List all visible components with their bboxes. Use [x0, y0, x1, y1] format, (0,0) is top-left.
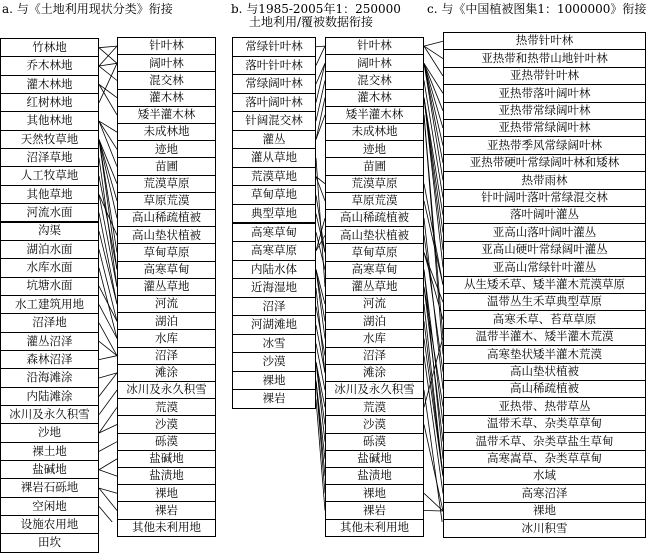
box-col-a-land-use-20: 冰川及永久积雪 [0, 405, 99, 424]
connector-b-7 [316, 158, 325, 287]
box-col-a-land-use-15: 沼泽地 [0, 313, 99, 332]
connector-a-35 [99, 459, 117, 470]
box-col-a-land-use-17: 森林沼泽 [0, 350, 99, 369]
connector-a-13 [99, 139, 117, 218]
connector-c-30 [424, 390, 443, 522]
box-col-c-classes-26: 裸地 [325, 484, 424, 502]
box-col-a-classes-23: 砾漠 [117, 433, 216, 451]
connector-c-17 [424, 201, 443, 285]
box-col-c-classes-0: 针叶林 [325, 37, 424, 55]
connector-b-9 [316, 177, 325, 201]
box-col-c-vegetation-8: 热带雨林 [443, 171, 646, 189]
box-col-a-land-use-23: 盐碱地 [0, 460, 99, 479]
box-col-b-lucc-18: 裸地 [232, 371, 316, 391]
box-col-a-land-use-24: 裸岩石砾地 [0, 478, 99, 497]
connector-a-38 [99, 488, 117, 510]
box-col-c-vegetation-23: 温带禾草、杂类草盐生草甸 [443, 432, 646, 450]
connector-b-22 [316, 362, 325, 407]
box-col-b-lucc-4: 针阔混交林 [232, 111, 316, 131]
connector-b-10 [316, 195, 325, 252]
box-col-c-vegetation-25: 水域 [443, 467, 646, 485]
box-col-a-classes-18: 沼泽 [117, 347, 216, 365]
box-col-a-land-use-8: 其他草地 [0, 185, 99, 204]
box-col-c-classes-25: 盐渍地 [325, 467, 424, 485]
connector-b-8 [316, 177, 325, 184]
connector-c-14 [424, 115, 443, 337]
connector-a-10 [99, 121, 117, 166]
connector-a-27 [99, 341, 117, 355]
box-col-b-lucc-17: 沙漠 [232, 352, 316, 372]
box-col-a-land-use-7: 人工牧草地 [0, 166, 99, 185]
connector-c-18 [424, 218, 443, 389]
connector-c-21 [424, 253, 443, 320]
connector-a-21 [99, 231, 117, 304]
connector-a-32 [99, 407, 117, 433]
box-col-b-lucc-13: 近海湿地 [232, 278, 316, 298]
box-col-b-lucc-8: 草甸草地 [232, 185, 316, 205]
box-col-c-vegetation-10: 落叶阔叶灌丛 [443, 206, 646, 224]
connector-b-19 [316, 306, 325, 355]
box-col-c-classes-2: 混交林 [325, 71, 424, 89]
box-col-c-vegetation-13: 亚高山常绿针叶灌丛 [443, 258, 646, 276]
box-col-a-classes-0: 针叶林 [117, 37, 216, 55]
connector-c-25 [424, 287, 443, 442]
connector-a-17 [99, 176, 117, 270]
connector-a-6 [99, 84, 117, 115]
connector-a-9 [99, 121, 117, 149]
box-col-b-lucc-6: 灌从草地 [232, 148, 316, 168]
connector-a-36 [99, 470, 117, 476]
connector-b-11 [316, 214, 325, 253]
connector-a-28 [99, 356, 117, 360]
box-col-c-vegetation-9: 针叶阔叶落叶常绿混交林 [443, 189, 646, 207]
box-col-a-classes-2: 混交林 [117, 71, 216, 89]
box-col-c-vegetation-5: 亚热带常绿阔叶林 [443, 119, 646, 137]
connector-c-7 [424, 63, 443, 163]
box-col-a-classes-19: 滩涂 [117, 364, 216, 382]
connector-b-15 [316, 269, 325, 304]
box-col-c-classes-21: 荒漠 [325, 398, 424, 416]
title-c: c. 与《中国植被图集1：1000000》衔接 [427, 2, 647, 16]
connector-c-20 [424, 253, 443, 303]
connector-c-15 [424, 115, 443, 355]
connector-b-21 [316, 344, 325, 391]
connector-a-2 [99, 46, 117, 66]
box-col-c-classes-8: 荒漠草原 [325, 175, 424, 193]
connector-a-31 [99, 390, 117, 415]
title-b-line2: 土地利用/覆被数据衔接 [249, 15, 374, 29]
box-col-a-classes-12: 草甸草原 [117, 243, 216, 261]
box-col-c-classes-1: 阔叶林 [325, 54, 424, 72]
box-col-a-land-use-12: 水库水面 [0, 258, 99, 277]
box-col-b-lucc-15: 河湖滩地 [232, 315, 316, 335]
box-col-c-vegetation-16: 高寒禾草、苔草草原 [443, 310, 646, 328]
connector-a-4 [99, 66, 117, 80]
connector-a-34 [99, 442, 117, 452]
box-col-a-classes-3: 灌木林 [117, 89, 216, 107]
box-col-a-land-use-18: 沿海滩涂 [0, 368, 99, 387]
connector-a-3 [99, 63, 117, 66]
box-col-b-lucc-10: 高寒草甸 [232, 223, 316, 243]
connector-c-11 [424, 98, 443, 233]
connector-c-16 [424, 184, 443, 285]
connector-a-29 [99, 373, 117, 378]
connector-b-2 [316, 63, 325, 84]
box-col-b-lucc-9: 典型草地 [232, 204, 316, 224]
box-col-a-classes-8: 荒漠草原 [117, 175, 216, 193]
box-col-a-classes-28: 其他未利用地 [117, 519, 216, 537]
box-col-a-land-use-4: 其他林地 [0, 111, 99, 130]
box-col-a-classes-13: 高寒草甸 [117, 261, 216, 279]
connector-a-20 [99, 213, 117, 304]
box-col-a-classes-26: 裸地 [117, 484, 216, 502]
connector-c-26 [424, 304, 443, 476]
connector-b-12 [316, 232, 325, 269]
connector-c-31 [424, 337, 443, 407]
box-col-a-classes-9: 草原荒漠 [117, 192, 216, 210]
connector-a-5 [99, 84, 117, 97]
box-col-c-classes-3: 灌木林 [325, 89, 424, 107]
connector-a-39 [99, 506, 117, 522]
box-col-b-lucc-11: 高寒草原 [232, 241, 316, 261]
connector-c-3 [424, 63, 443, 93]
box-col-c-classes-18: 沼泽 [325, 347, 424, 365]
connector-a-0 [99, 46, 117, 48]
connector-c-0 [424, 41, 443, 46]
box-col-a-classes-25: 盐渍地 [117, 467, 216, 485]
box-col-a-land-use-9: 河流水面 [0, 203, 99, 222]
box-col-c-vegetation-4: 亚热带常绿阔叶林 [443, 102, 646, 120]
box-col-c-vegetation-18: 高寒垫状矮半灌木荒漠 [443, 345, 646, 363]
connector-c-12 [424, 98, 443, 250]
connector-c-1 [424, 46, 443, 59]
box-col-c-classes-16: 湖泊 [325, 312, 424, 330]
connector-a-14 [99, 139, 117, 252]
connector-a-24 [99, 286, 117, 321]
box-col-a-land-use-2: 灌木林地 [0, 75, 99, 94]
box-col-c-classes-4: 矮半灌木林 [325, 106, 424, 124]
connector-a-19 [99, 194, 117, 286]
box-col-a-classes-17: 水库 [117, 329, 216, 347]
box-col-c-classes-13: 高寒草甸 [325, 261, 424, 279]
connector-a-22 [99, 250, 117, 322]
box-col-a-classes-5: 未成林地 [117, 123, 216, 141]
box-col-a-land-use-3: 红树林地 [0, 93, 99, 112]
box-col-c-vegetation-22: 温带禾草、杂类草草甸 [443, 415, 646, 433]
connector-c-29 [424, 356, 443, 494]
connector-c-2 [424, 46, 443, 76]
connector-b-0 [316, 46, 325, 47]
connector-a-30 [99, 373, 117, 396]
box-col-c-classes-20: 冰川及永久积雪 [325, 381, 424, 399]
connector-b-5 [316, 98, 325, 140]
box-col-a-classes-7: 苗圃 [117, 157, 216, 175]
box-col-b-lucc-19: 裸岩 [232, 389, 316, 409]
box-col-c-vegetation-11: 亚高山落叶阔叶灌丛 [443, 223, 646, 241]
connector-c-27 [424, 321, 443, 476]
connector-a-8 [99, 121, 117, 132]
box-col-c-vegetation-17: 温带半灌木、矮半灌木荒漠 [443, 328, 646, 346]
connector-a-7 [99, 63, 117, 102]
box-col-a-land-use-10: 沟渠 [0, 222, 99, 241]
box-col-a-land-use-5: 天然牧草地 [0, 130, 99, 149]
box-col-a-land-use-22: 裸土地 [0, 442, 99, 461]
connector-a-12 [99, 139, 117, 200]
box-col-c-vegetation-2: 亚热带针叶林 [443, 67, 646, 85]
box-col-a-classes-15: 河流 [117, 295, 216, 313]
box-col-a-classes-16: 湖泊 [117, 312, 216, 330]
connector-b-3 [316, 63, 325, 102]
box-col-a-land-use-19: 内陆滩涂 [0, 387, 99, 406]
connector-a-23 [99, 268, 117, 339]
box-col-a-land-use-21: 沙地 [0, 423, 99, 442]
connector-a-37 [99, 488, 117, 493]
connector-c-32 [424, 425, 443, 512]
connector-c-8 [424, 63, 443, 180]
connector-b-13 [316, 218, 325, 251]
box-col-c-vegetation-7: 亚热带硬叶常绿阔叶林和矮林 [443, 154, 646, 172]
box-col-c-classes-14: 灌丛草地 [325, 278, 424, 296]
box-col-b-lucc-0: 常绿针叶林 [232, 37, 316, 57]
box-col-c-vegetation-21: 亚热带、热带草丛 [443, 397, 646, 415]
box-col-c-vegetation-27: 裸地 [443, 502, 646, 520]
box-col-c-classes-10: 高山稀疏植被 [325, 209, 424, 227]
box-col-b-lucc-2: 常绿阔叶林 [232, 74, 316, 94]
box-col-a-classes-27: 裸岩 [117, 501, 216, 519]
connector-a-15 [99, 139, 117, 269]
connector-c-5 [424, 63, 443, 128]
connector-c-9 [424, 81, 443, 198]
box-col-a-classes-4: 矮半灌木林 [117, 106, 216, 124]
box-col-c-vegetation-3: 亚热带落叶阔叶林 [443, 84, 646, 102]
box-col-c-vegetation-26: 高寒沼泽 [443, 484, 646, 502]
connector-a-18 [99, 194, 117, 235]
box-col-c-classes-9: 草原荒漠 [325, 192, 424, 210]
connector-c-34 [424, 511, 443, 512]
box-col-b-lucc-5: 灌丛 [232, 130, 316, 150]
box-col-b-lucc-12: 内陆水体 [232, 260, 316, 280]
connector-a-1 [99, 48, 117, 64]
box-col-c-classes-28: 其他未利用地 [325, 519, 424, 537]
box-col-c-vegetation-12: 亚高山硬叶常绿阔叶灌丛 [443, 241, 646, 259]
box-col-a-land-use-26: 设施农用地 [0, 515, 99, 534]
connector-c-28 [424, 339, 443, 477]
box-col-c-classes-23: 砾漠 [325, 433, 424, 451]
box-col-a-land-use-27: 田坎 [0, 533, 99, 552]
connector-b-24 [316, 362, 325, 442]
box-col-a-classes-21: 荒漠 [117, 398, 216, 416]
box-col-a-land-use-0: 竹林地 [0, 38, 99, 57]
connector-a-16 [99, 158, 117, 287]
connector-b-17 [316, 269, 325, 338]
box-col-a-classes-6: 迹地 [117, 140, 216, 158]
connector-b-25 [316, 381, 325, 459]
box-col-b-lucc-1: 落叶针叶林 [232, 56, 316, 76]
connector-b-28 [316, 399, 325, 510]
title-b-line1: b. 与1985-2005年1：250000 [231, 2, 401, 16]
box-col-a-classes-11: 高山垫状植被 [117, 226, 216, 244]
box-col-a-land-use-14: 水工建筑用地 [0, 295, 99, 314]
connector-b-6 [316, 115, 325, 140]
box-col-a-land-use-25: 空闲地 [0, 497, 99, 516]
box-col-c-vegetation-15: 温带丛生禾草典型草原 [443, 293, 646, 311]
box-col-c-classes-19: 滩涂 [325, 364, 424, 382]
connector-c-23 [424, 270, 443, 459]
connector-c-6 [424, 63, 443, 145]
box-col-c-classes-15: 河流 [325, 295, 424, 313]
box-col-c-vegetation-20: 高山稀疏植被 [443, 380, 646, 398]
box-col-c-classes-12: 草甸草原 [325, 243, 424, 261]
connector-b-4 [316, 81, 325, 121]
box-col-a-land-use-16: 灌丛沼泽 [0, 332, 99, 351]
connector-c-19 [424, 235, 443, 371]
box-col-c-classes-5: 未成林地 [325, 123, 424, 141]
box-col-c-classes-7: 苗圃 [325, 157, 424, 175]
box-col-a-classes-1: 阔叶林 [117, 54, 216, 72]
box-col-a-classes-22: 沙漠 [117, 415, 216, 433]
box-col-c-vegetation-24: 高寒嵩草、杂类草草甸 [443, 450, 646, 468]
connector-b-14 [316, 235, 325, 251]
box-col-c-classes-6: 迹地 [325, 140, 424, 158]
connector-c-13 [424, 98, 443, 268]
title-b [231, 3, 401, 29]
box-col-a-land-use-13: 坑塘水面 [0, 277, 99, 296]
box-col-c-vegetation-1: 亚热带和热带山地针叶林 [443, 49, 646, 67]
connector-b-18 [316, 288, 325, 373]
box-col-b-lucc-7: 荒漠草地 [232, 167, 316, 187]
connector-b-1 [316, 46, 325, 65]
connector-c-4 [424, 63, 443, 111]
connector-c-10 [424, 98, 443, 216]
connector-c-33 [424, 493, 443, 511]
box-col-a-classes-14: 灌丛草地 [117, 278, 216, 296]
box-col-c-classes-11: 高山垫状植被 [325, 226, 424, 244]
box-col-a-land-use-1: 乔木林地 [0, 56, 99, 75]
box-col-a-classes-10: 高山稀疏植被 [117, 209, 216, 227]
box-col-c-vegetation-0: 热带针叶林 [443, 32, 646, 50]
box-col-c-classes-24: 盐碱地 [325, 450, 424, 468]
connector-b-16 [316, 269, 325, 321]
box-col-a-land-use-6: 沼泽草地 [0, 148, 99, 167]
box-col-a-land-use-11: 湖泊水面 [0, 240, 99, 259]
box-col-c-classes-27: 裸岩 [325, 501, 424, 519]
connector-b-26 [316, 381, 325, 476]
connector-b-23 [316, 362, 325, 424]
connector-b-20 [316, 325, 325, 373]
connector-a-33 [99, 425, 117, 434]
box-col-c-vegetation-14: 从生矮禾草、矮半灌木荒漠草原 [443, 276, 646, 294]
box-col-a-classes-24: 盐碱地 [117, 450, 216, 468]
connector-b-27 [316, 381, 325, 494]
connector-c-24 [424, 287, 443, 407]
box-col-c-vegetation-6: 亚热带季风常绿阔叶林 [443, 136, 646, 154]
connector-c-22 [424, 270, 443, 424]
box-col-b-lucc-16: 冰雪 [232, 334, 316, 354]
box-col-a-classes-20: 冰川及永久积雪 [117, 381, 216, 399]
connector-a-25 [99, 305, 117, 339]
title-a: a. 与《土地利用现状分类》衔接 [2, 2, 173, 16]
box-col-c-classes-22: 沙漠 [325, 415, 424, 433]
connector-a-26 [99, 323, 117, 356]
box-col-c-vegetation-19: 高山垫状植被 [443, 363, 646, 381]
connector-a-11 [99, 139, 117, 183]
box-col-c-vegetation-28: 冰川积雪 [443, 519, 646, 537]
box-col-b-lucc-3: 落叶阔叶林 [232, 93, 316, 113]
box-col-c-classes-17: 水库 [325, 329, 424, 347]
box-col-b-lucc-14: 沼泽 [232, 297, 316, 317]
